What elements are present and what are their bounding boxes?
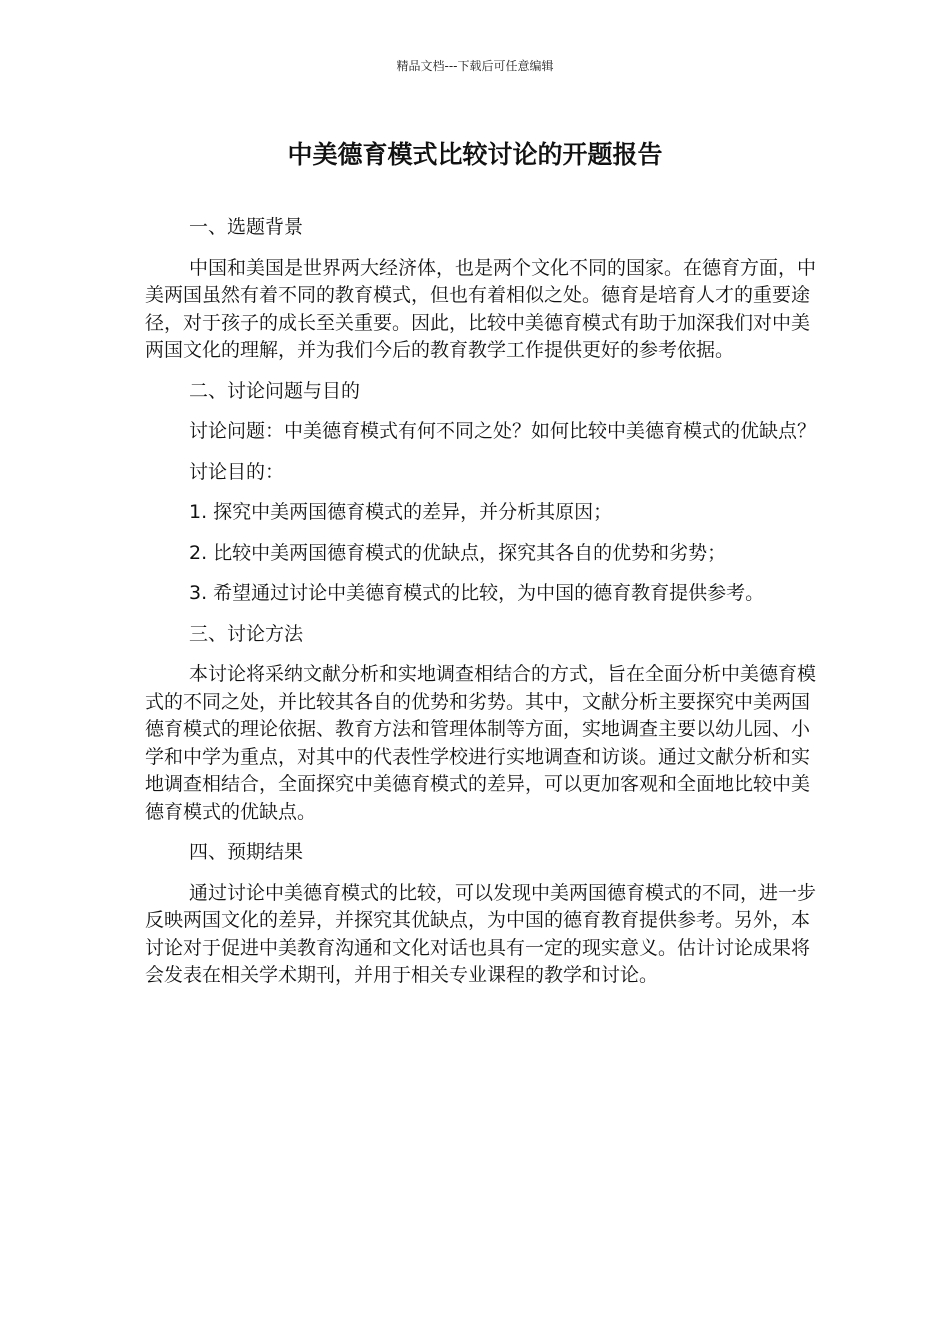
paragraph-purpose-label: 讨论目的：	[189, 460, 285, 483]
list-item-purpose-3: 3. 希望通过讨论中美德育模式的比较，为中国的德育教育提供参考。	[189, 582, 765, 604]
section-heading-results: 四、预期结果	[189, 841, 304, 863]
document-body	[145, 214, 820, 1003]
paragraph-methods: 本讨论将采纳文献分析和实地调查相结合的方式，旨在全面分析中美德育模式的不同之处，并比较其各自的优势和劣势。其中，文献分析主要探究中美两国德育模式的理论依据、教育方法和管理体制等方面，实地调查主要以幼儿园、小学和中学为重点，对其中的代表性学校进行实地调查和访谈。通过文献分析和实地调查相结合，全面探究中美德育模式的差异，可以更加客观和全面地比较中美德育模式的优缺点。	[145, 663, 817, 823]
section-heading-background: 一、选题背景	[189, 216, 304, 238]
page-header: 精品文档---下载后可任意编辑	[396, 59, 554, 73]
section-heading-questions: 二、讨论问题与目的	[189, 379, 361, 402]
list-item-purpose-1: 1. 探究中美两国德育模式的差异，并分析其原因；	[189, 501, 613, 523]
paragraph-background: 中国和美国是世界两大经济体，也是两个文化不同的国家。在德育方面，中美两国虽然有着不同的教育模式，但也有着相似之处。德育是培育人才的重要途径，对于孩子的成长至关重要。因此，比较中美德育模式有助于加深我们对中美两国文化的理解，并为我们今后的教育教学工作提供更好的参考依据。	[145, 256, 817, 361]
section-heading-methods: 三、讨论方法	[189, 622, 304, 645]
paragraph-results: 通过讨论中美德育模式的比较，可以发现中美两国德育模式的不同，进一步反映两国文化的差异，并探究其优缺点，为中国的德育教育提供参考。另外，本讨论对于促进中美教育沟通和文化对话也具有一定的现实意义。估计讨论成果将会发表在相关学术期刊，并用于相关专业课程的教学和讨论。	[145, 881, 817, 986]
document-title: 中美德育模式比较讨论的开题报告	[287, 140, 663, 169]
paragraph-questions: 讨论问题：中美德育模式有何不同之处？如何比较中美德育模式的优缺点？	[189, 420, 817, 442]
list-item-purpose-2: 2. 比较中美两国德育模式的优缺点，探究其各自的优势和劣势；	[189, 541, 727, 564]
